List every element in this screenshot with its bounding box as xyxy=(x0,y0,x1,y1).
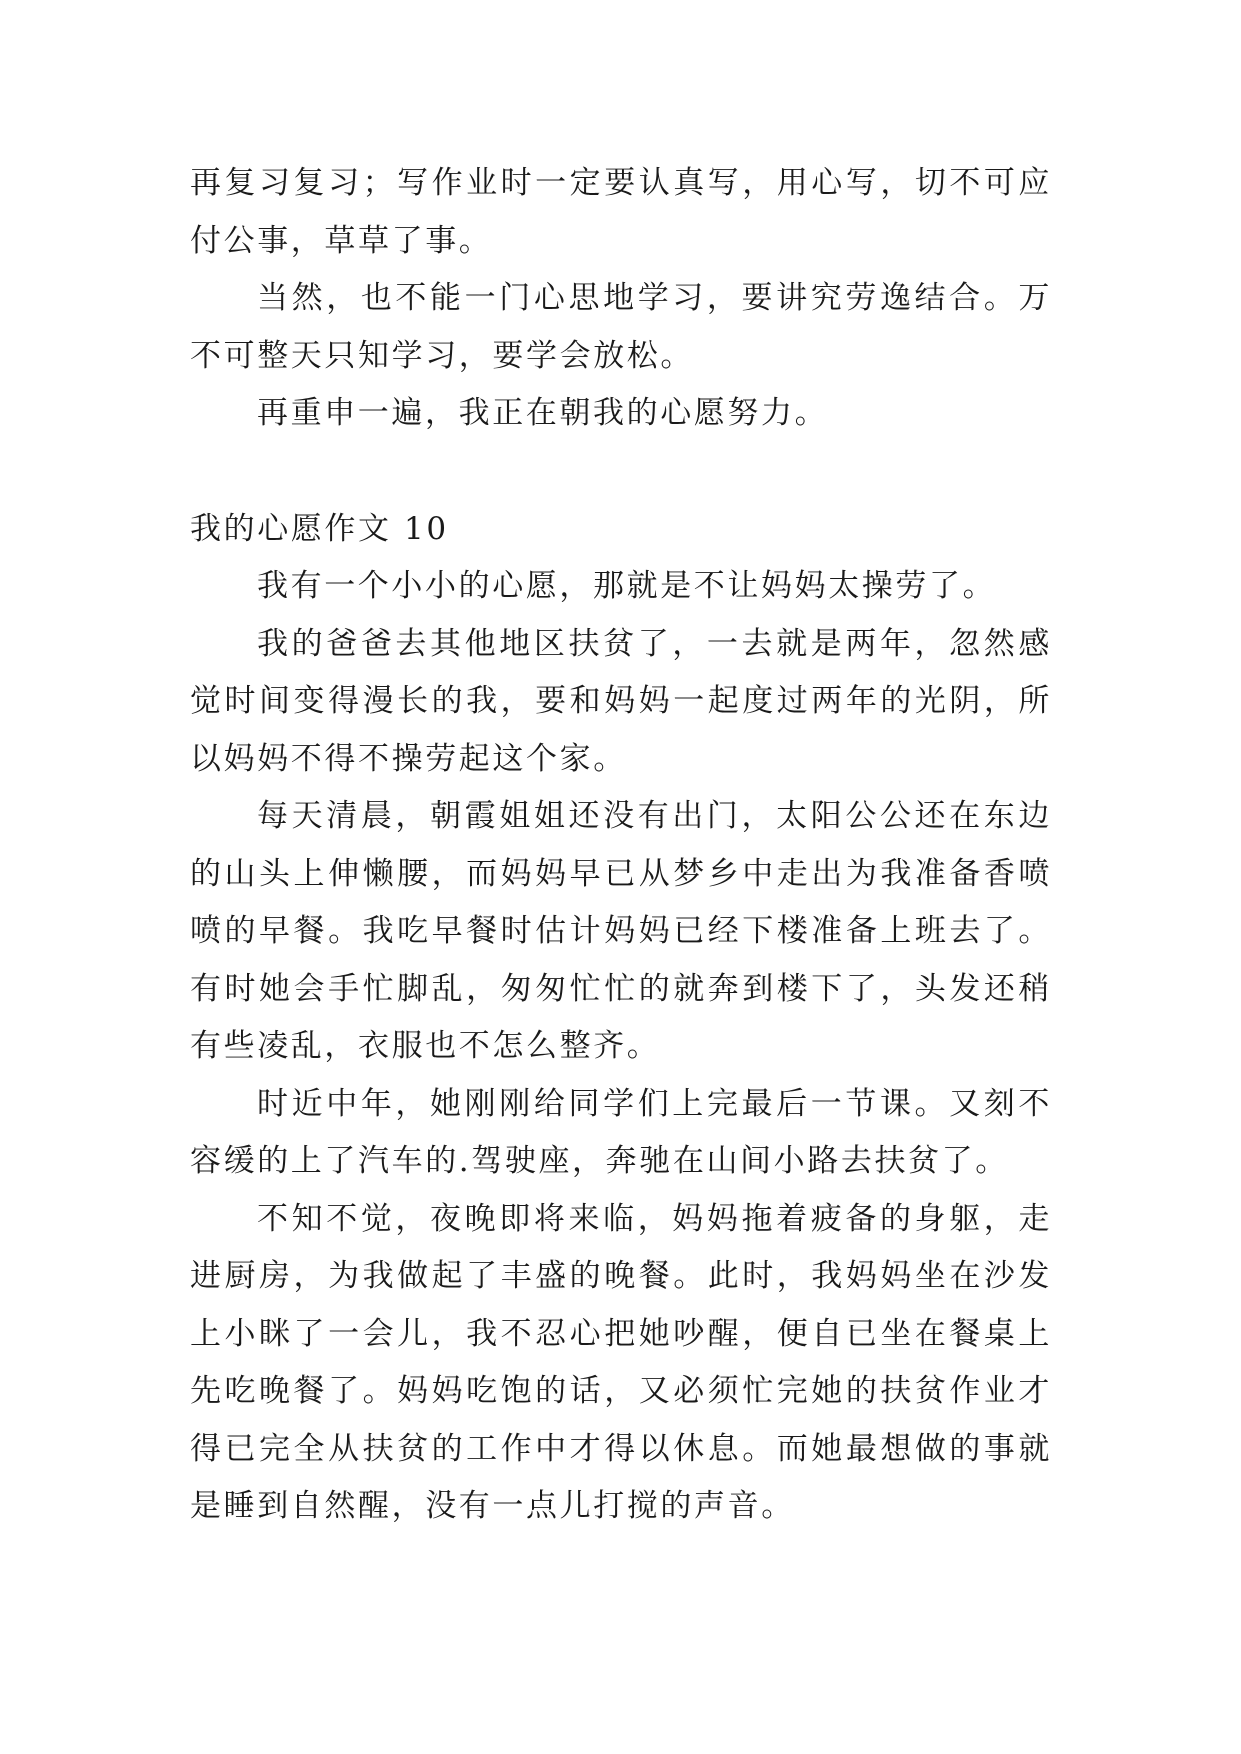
document-body xyxy=(190,155,1052,1536)
paragraph-midday: 时近中年，她刚刚给同学们上完最后一节课。又刻不容缓的上了汽车的.驾驶座，奔驰在山间小路去扶贫了。 xyxy=(190,1085,1052,1179)
paragraph-restate-wish: 再重申一遍，我正在朝我的心愿努力。 xyxy=(257,395,829,431)
paragraph-evening: 不知不觉，夜晚即将来临，妈妈拖着疲备的身躯，走进厨房，为我做起了丰盛的晚餐。此时，我妈妈坐在沙发上小眯了一会儿，我不忍心把她吵醒，便自已坐在餐桌上先吃晚餐了。妈妈吃饱的话，又必须忙完她的扶贫作业才得已完全从扶贫的工作中才得以休息。而她最想做的事就是睡到自然醒，没有一点儿打搅的声音。 xyxy=(190,1200,1052,1524)
section-title: 我的心愿作文 10 xyxy=(190,510,449,547)
section-spacer xyxy=(190,443,1052,501)
paragraph-father-away: 我的爸爸去其他地区扶贫了，一去就是两年，忽然感觉时间变得漫长的我，要和妈妈一起度过两年的光阴，所以妈妈不得不操劳起这个家。 xyxy=(190,625,1052,777)
paragraph-wish-intro: 我有一个小小的心愿，那就是不让妈妈太操劳了。 xyxy=(257,568,997,604)
paragraph-work-rest-balance: 当然，也不能一门心思地学习，要讲究劳逸结合。万不可整天只知学习，要学会放松。 xyxy=(190,280,1052,374)
paragraph-review-homework: 再复习复习；写作业时一定要认真写，用心写，切不可应付公事，草草了事。 xyxy=(190,165,1052,259)
paragraph-morning-routine: 每天清晨，朝霞姐姐还没有出门，太阳公公还在东边的山头上伸懒腰，而妈妈早已从梦乡中走出为我准备香喷喷的早餐。我吃早餐时估计妈妈已经下楼准备上班去了。有时她会手忙脚乱，匆匆忙忙的就奔到楼下了，头发还稍有些凌乱，衣服也不怎么整齐。 xyxy=(190,798,1052,1064)
